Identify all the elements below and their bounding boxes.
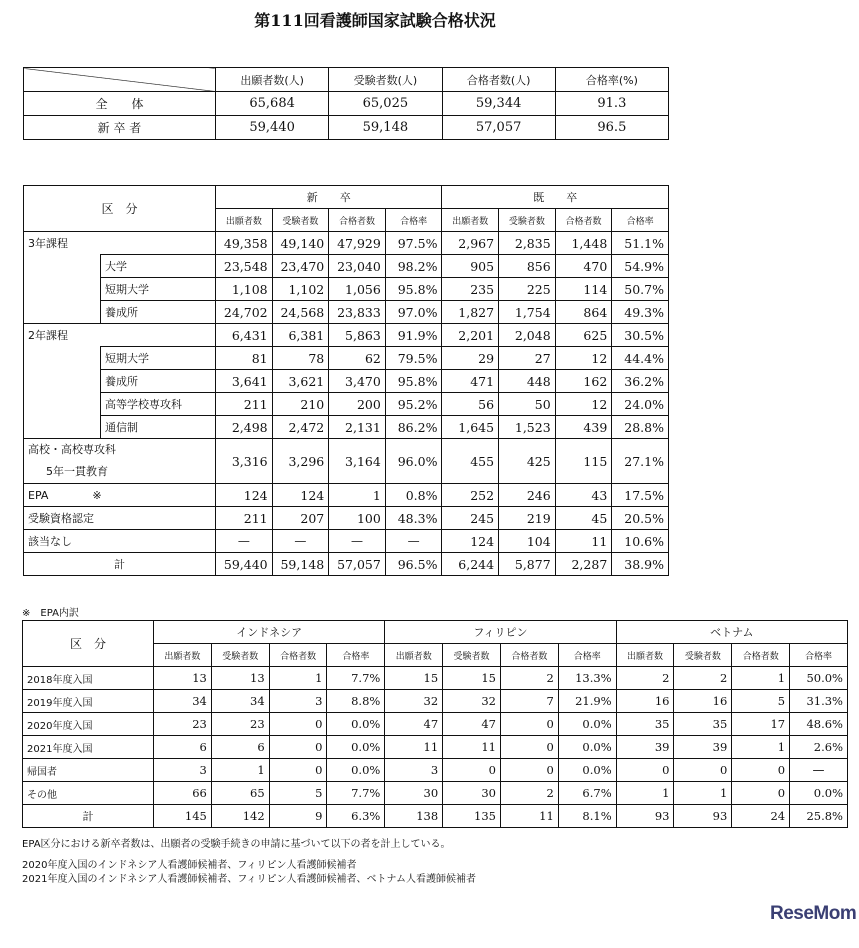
value-cell: 31.3% — [790, 690, 848, 713]
table-row — [24, 92, 669, 116]
value-cell: 51.1% — [612, 232, 669, 255]
value-cell: 47 — [443, 713, 501, 736]
column-header: 出願者数 — [616, 644, 674, 667]
value-cell: 95.8% — [385, 370, 442, 393]
table-row — [24, 301, 669, 324]
value-cell: 1,827 — [442, 301, 499, 324]
column-header: 受験者数(人) — [329, 68, 442, 92]
value-cell: 0.0% — [558, 759, 616, 782]
value-cell: 2,201 — [442, 324, 499, 347]
note-1: EPA区分における新卒者数は、出願者の受験手続きの申請に基づいて以下の者を計上している。 — [22, 839, 451, 850]
table-row — [24, 553, 669, 576]
table-row — [24, 324, 669, 347]
table-row — [24, 484, 669, 507]
row-label: EPA ※ — [24, 484, 216, 507]
row-label: 2018年度入国 — [23, 667, 154, 690]
value-cell: 124 — [442, 530, 499, 553]
value-cell: 47,929 — [329, 232, 386, 255]
total-label: 計 — [23, 805, 154, 828]
table-row — [23, 759, 848, 782]
value-cell: 23,833 — [329, 301, 386, 324]
value-cell: 27.1% — [612, 439, 669, 484]
value-cell: 12 — [555, 347, 612, 370]
value-cell: 65 — [211, 782, 269, 805]
value-cell: 56 — [442, 393, 499, 416]
note-3: 2021年度入国のインドネシア人看護師候補者、フィリピン人看護師候補者、ベトナム人看護師候補者 — [22, 874, 477, 885]
value-cell: 47 — [385, 713, 443, 736]
value-cell: 65,025 — [329, 92, 442, 116]
value-cell: 1 — [269, 667, 327, 690]
row-label: 大学 — [101, 255, 216, 278]
value-cell: 50 — [499, 393, 556, 416]
row-label-line-2: 5年一貫教育 — [46, 465, 108, 478]
value-cell: 2,472 — [272, 416, 329, 439]
value-cell: 1,108 — [216, 278, 273, 301]
value-cell: 2 — [500, 782, 558, 805]
value-cell: — — [216, 530, 273, 553]
value-cell: 91.9% — [385, 324, 442, 347]
value-cell: 6 — [154, 736, 212, 759]
value-cell: 8.8% — [327, 690, 385, 713]
value-cell: 96.5 — [555, 116, 668, 140]
diagonal-header-cell — [24, 68, 216, 92]
column-header: 合格率 — [327, 644, 385, 667]
value-cell: 6 — [211, 736, 269, 759]
value-cell: 0 — [443, 759, 501, 782]
group-header: 既 卒 — [442, 186, 669, 209]
value-cell: 5 — [732, 690, 790, 713]
value-cell: 471 — [442, 370, 499, 393]
value-cell: 12 — [555, 393, 612, 416]
table-row — [24, 370, 669, 393]
value-cell: 3,641 — [216, 370, 273, 393]
value-cell: 9 — [269, 805, 327, 828]
value-cell: — — [790, 759, 848, 782]
table-row — [24, 255, 669, 278]
value-cell: 1 — [616, 782, 674, 805]
table-row — [24, 393, 669, 416]
value-cell: 856 — [499, 255, 556, 278]
column-header: 合格者数(人) — [442, 68, 555, 92]
value-cell: 20.5% — [612, 507, 669, 530]
value-cell: 81 — [216, 347, 273, 370]
value-cell: 13 — [211, 667, 269, 690]
value-cell: 86.2% — [385, 416, 442, 439]
value-cell: 0.8% — [385, 484, 442, 507]
value-cell: — — [385, 530, 442, 553]
value-cell: 124 — [272, 484, 329, 507]
row-label: 2019年度入国 — [23, 690, 154, 713]
value-cell: 2,131 — [329, 416, 386, 439]
value-cell: 95.2% — [385, 393, 442, 416]
value-cell: 59,148 — [329, 116, 442, 140]
value-cell: 16 — [674, 690, 732, 713]
value-cell: 0 — [616, 759, 674, 782]
summary-table — [23, 67, 669, 140]
value-cell: 1,102 — [272, 278, 329, 301]
column-header: 合格者数 — [269, 644, 327, 667]
value-cell: 0.0% — [327, 736, 385, 759]
column-header: 合格率 — [612, 209, 669, 232]
value-cell: 225 — [499, 278, 556, 301]
row-label: 養成所 — [101, 301, 216, 324]
column-header: 受験者数 — [443, 644, 501, 667]
value-cell: 3,296 — [272, 439, 329, 484]
value-cell: 79.5% — [385, 347, 442, 370]
value-cell: 448 — [499, 370, 556, 393]
value-cell: 425 — [499, 439, 556, 484]
table-row — [24, 116, 669, 140]
row-label: 養成所 — [101, 370, 216, 393]
value-cell: 5,863 — [329, 324, 386, 347]
value-cell: 235 — [442, 278, 499, 301]
table-row — [24, 278, 669, 301]
value-cell: 6.3% — [327, 805, 385, 828]
value-cell: 0 — [269, 759, 327, 782]
value-cell: 2,048 — [499, 324, 556, 347]
value-cell: 27 — [499, 347, 556, 370]
value-cell: 0 — [674, 759, 732, 782]
value-cell: 13.3% — [558, 667, 616, 690]
value-cell: 29 — [442, 347, 499, 370]
category-header: 区 分 — [23, 621, 154, 667]
value-cell: 3 — [154, 759, 212, 782]
value-cell: 45 — [555, 507, 612, 530]
value-cell: 6.7% — [558, 782, 616, 805]
value-cell: 6,381 — [272, 324, 329, 347]
value-cell: 5 — [269, 782, 327, 805]
header-row — [24, 68, 669, 92]
row-label-line-1: 高校・高校専攻科 — [28, 443, 116, 456]
value-cell: 28.8% — [612, 416, 669, 439]
value-cell: 23,470 — [272, 255, 329, 278]
column-header: 合格率 — [558, 644, 616, 667]
column-header: 出願者数 — [216, 209, 273, 232]
value-cell: 100 — [329, 507, 386, 530]
value-cell: 0.0% — [327, 759, 385, 782]
value-cell: 2.6% — [790, 736, 848, 759]
value-cell: 145 — [154, 805, 212, 828]
value-cell: 50.7% — [612, 278, 669, 301]
value-cell: 15 — [443, 667, 501, 690]
header-row — [24, 186, 669, 209]
country-header: インドネシア — [154, 621, 385, 644]
value-cell: 6,244 — [442, 553, 499, 576]
value-cell: 2,967 — [442, 232, 499, 255]
value-cell: 44.4% — [612, 347, 669, 370]
value-cell: 2 — [674, 667, 732, 690]
value-cell: 48.6% — [790, 713, 848, 736]
value-cell: 24 — [732, 805, 790, 828]
value-cell: 219 — [499, 507, 556, 530]
value-cell: 54.9% — [612, 255, 669, 278]
value-cell: 1,754 — [499, 301, 556, 324]
value-cell: 10.6% — [612, 530, 669, 553]
value-cell: 59,344 — [442, 92, 555, 116]
value-cell: 162 — [555, 370, 612, 393]
value-cell: 1 — [674, 782, 732, 805]
value-cell: 8.1% — [558, 805, 616, 828]
table-row — [24, 347, 669, 370]
value-cell: 97.0% — [385, 301, 442, 324]
value-cell: 78 — [272, 347, 329, 370]
value-cell: 21.9% — [558, 690, 616, 713]
value-cell: 25.8% — [790, 805, 848, 828]
value-cell: 470 — [555, 255, 612, 278]
value-cell: 207 — [272, 507, 329, 530]
value-cell: 11 — [443, 736, 501, 759]
epa-table — [22, 620, 848, 828]
value-cell: 62 — [329, 347, 386, 370]
row-label: 新 卒 者 — [24, 116, 216, 140]
table-row — [24, 232, 669, 255]
value-cell: 1 — [211, 759, 269, 782]
value-cell: 48.3% — [385, 507, 442, 530]
value-cell: 49.3% — [612, 301, 669, 324]
table-row — [23, 736, 848, 759]
column-header: 合格率 — [385, 209, 442, 232]
value-cell: 43 — [555, 484, 612, 507]
row-label — [24, 439, 216, 484]
value-cell: 32 — [443, 690, 501, 713]
column-header: 出願者数 — [442, 209, 499, 232]
value-cell: 142 — [211, 805, 269, 828]
value-cell: 50.0% — [790, 667, 848, 690]
value-cell: 6,431 — [216, 324, 273, 347]
value-cell: 98.2% — [385, 255, 442, 278]
group-label: 3年課程 — [24, 232, 216, 255]
value-cell: 0 — [500, 736, 558, 759]
value-cell: 11 — [385, 736, 443, 759]
value-cell: 11 — [500, 805, 558, 828]
value-cell: 59,440 — [216, 553, 273, 576]
value-cell: 5,877 — [499, 553, 556, 576]
value-cell: 2 — [616, 667, 674, 690]
column-header: 受験者数 — [674, 644, 732, 667]
header-row — [23, 621, 848, 644]
epa-caption: ※ EPA内訳 — [22, 608, 79, 619]
value-cell: 66 — [154, 782, 212, 805]
value-cell: 30 — [443, 782, 501, 805]
value-cell: 59,148 — [272, 553, 329, 576]
value-cell: 1,645 — [442, 416, 499, 439]
column-header: 出願者数 — [385, 644, 443, 667]
value-cell: 30.5% — [612, 324, 669, 347]
value-cell: 30 — [385, 782, 443, 805]
value-cell: 124 — [216, 484, 273, 507]
value-cell: 23 — [211, 713, 269, 736]
value-cell: 49,358 — [216, 232, 273, 255]
value-cell: 2,835 — [499, 232, 556, 255]
value-cell: 23,548 — [216, 255, 273, 278]
value-cell: 0 — [732, 782, 790, 805]
resemom-logo: ReseMom — [770, 903, 857, 924]
value-cell: 35 — [616, 713, 674, 736]
value-cell: 3,316 — [216, 439, 273, 484]
group-label: 2年課程 — [24, 324, 216, 347]
value-cell: 11 — [555, 530, 612, 553]
table-row — [24, 507, 669, 530]
value-cell: 439 — [555, 416, 612, 439]
value-cell: 7.7% — [327, 667, 385, 690]
value-cell: 59,440 — [216, 116, 329, 140]
value-cell: 905 — [442, 255, 499, 278]
row-label: 受験資格認定 — [24, 507, 216, 530]
indent-cell — [24, 255, 101, 324]
row-label: 高等学校専攻科 — [101, 393, 216, 416]
total-label: 計 — [24, 553, 216, 576]
value-cell: 3,164 — [329, 439, 386, 484]
row-label: 2021年度入国 — [23, 736, 154, 759]
value-cell: 252 — [442, 484, 499, 507]
value-cell: 95.8% — [385, 278, 442, 301]
value-cell: 246 — [499, 484, 556, 507]
value-cell: — — [329, 530, 386, 553]
value-cell: 3,470 — [329, 370, 386, 393]
row-label: 通信制 — [101, 416, 216, 439]
value-cell: 57,057 — [329, 553, 386, 576]
value-cell: 23 — [154, 713, 212, 736]
country-header: フィリピン — [385, 621, 616, 644]
value-cell: 135 — [443, 805, 501, 828]
category-header: 区 分 — [24, 186, 216, 232]
value-cell: 16 — [616, 690, 674, 713]
value-cell: 15 — [385, 667, 443, 690]
country-header: ベトナム — [616, 621, 847, 644]
value-cell: 0 — [500, 759, 558, 782]
row-label: 該当なし — [24, 530, 216, 553]
value-cell: 34 — [211, 690, 269, 713]
value-cell: 38.9% — [612, 553, 669, 576]
value-cell: 24,568 — [272, 301, 329, 324]
value-cell: 0 — [269, 736, 327, 759]
value-cell: 1,448 — [555, 232, 612, 255]
value-cell: 455 — [442, 439, 499, 484]
table-row — [23, 805, 848, 828]
value-cell: 96.0% — [385, 439, 442, 484]
table-row — [23, 667, 848, 690]
value-cell: 211 — [216, 393, 273, 416]
column-header: 合格率(%) — [555, 68, 668, 92]
note-2: 2020年度入国のインドネシア人看護師候補者、フィリピン人看護師候補者 — [22, 860, 357, 871]
value-cell: 36.2% — [612, 370, 669, 393]
page-title: 第111回看護師国家試験合格状況 — [254, 11, 496, 30]
value-cell: 864 — [555, 301, 612, 324]
value-cell: 7.7% — [327, 782, 385, 805]
value-cell: 1 — [732, 736, 790, 759]
value-cell: 0 — [732, 759, 790, 782]
value-cell: 2,287 — [555, 553, 612, 576]
value-cell: 0.0% — [558, 736, 616, 759]
value-cell: 65,684 — [216, 92, 329, 116]
value-cell: 114 — [555, 278, 612, 301]
value-cell: 200 — [329, 393, 386, 416]
value-cell: 245 — [442, 507, 499, 530]
value-cell: 17 — [732, 713, 790, 736]
value-cell: 91.3 — [555, 92, 668, 116]
value-cell: 24.0% — [612, 393, 669, 416]
value-cell: 1 — [732, 667, 790, 690]
column-header: 合格率 — [790, 644, 848, 667]
column-header: 出願者数(人) — [216, 68, 329, 92]
value-cell: 3 — [269, 690, 327, 713]
column-header: 合格者数 — [732, 644, 790, 667]
column-header: 合格者数 — [500, 644, 558, 667]
value-cell: 7 — [500, 690, 558, 713]
value-cell: 3 — [385, 759, 443, 782]
column-header: 受験者数 — [272, 209, 329, 232]
value-cell: 2,498 — [216, 416, 273, 439]
value-cell: 0.0% — [790, 782, 848, 805]
value-cell: 57,057 — [442, 116, 555, 140]
column-header: 出願者数 — [154, 644, 212, 667]
value-cell: 211 — [216, 507, 273, 530]
table-row — [23, 713, 848, 736]
value-cell: 39 — [616, 736, 674, 759]
value-cell: 17.5% — [612, 484, 669, 507]
table-row — [24, 416, 669, 439]
value-cell: 104 — [499, 530, 556, 553]
value-cell: 93 — [616, 805, 674, 828]
value-cell: 34 — [154, 690, 212, 713]
value-cell: 1,056 — [329, 278, 386, 301]
row-label: 短期大学 — [101, 347, 216, 370]
detail-table — [23, 185, 669, 576]
value-cell: 2 — [500, 667, 558, 690]
row-label: 全 体 — [24, 92, 216, 116]
value-cell: 0.0% — [558, 713, 616, 736]
column-header: 合格者数 — [329, 209, 386, 232]
table-row — [24, 439, 669, 484]
row-label: 短期大学 — [101, 278, 216, 301]
group-header: 新 卒 — [216, 186, 442, 209]
value-cell: 0 — [269, 713, 327, 736]
value-cell: 96.5% — [385, 553, 442, 576]
value-cell: 24,702 — [216, 301, 273, 324]
column-header: 受験者数 — [211, 644, 269, 667]
value-cell: — — [272, 530, 329, 553]
value-cell: 39 — [674, 736, 732, 759]
value-cell: 1 — [329, 484, 386, 507]
table-row — [23, 690, 848, 713]
value-cell: 35 — [674, 713, 732, 736]
column-header: 合格者数 — [555, 209, 612, 232]
row-label: その他 — [23, 782, 154, 805]
value-cell: 0 — [500, 713, 558, 736]
value-cell: 32 — [385, 690, 443, 713]
value-cell: 0.0% — [327, 713, 385, 736]
value-cell: 115 — [555, 439, 612, 484]
table-row — [23, 782, 848, 805]
table-row — [24, 530, 669, 553]
indent-cell — [24, 347, 101, 439]
value-cell: 1,523 — [499, 416, 556, 439]
column-header: 受験者数 — [499, 209, 556, 232]
value-cell: 625 — [555, 324, 612, 347]
row-label: 2020年度入国 — [23, 713, 154, 736]
value-cell: 138 — [385, 805, 443, 828]
row-label: 帰国者 — [23, 759, 154, 782]
value-cell: 13 — [154, 667, 212, 690]
value-cell: 97.5% — [385, 232, 442, 255]
value-cell: 49,140 — [272, 232, 329, 255]
value-cell: 93 — [674, 805, 732, 828]
value-cell: 3,621 — [272, 370, 329, 393]
value-cell: 23,040 — [329, 255, 386, 278]
value-cell: 210 — [272, 393, 329, 416]
